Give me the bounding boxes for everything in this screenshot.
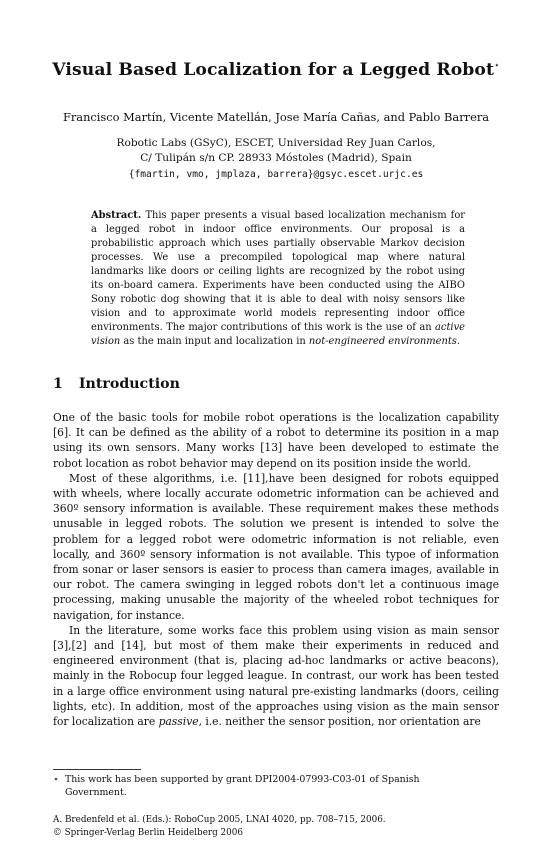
title-text: Visual Based Localization for a Legged Robot xyxy=(52,60,495,80)
footnote-text-1: This work has been supported by grant DPI2004-07993-C03-01 of Spanish xyxy=(65,774,420,785)
affiliation-block xyxy=(0,136,552,182)
paragraph-2: Most of these algorithms, i.e. [11],have been designed for robots equipped with wheels, where locally accurate odometric information can be achieved and 360º sensory information is available. These requirement makes these methods unusable in legged robots. The solution we present is intended to solve the problem for a legged robot were odometric information is not reliable, even locally, and 360º sensory information is not available. This typoe of information from sonar or laser sensors is easier to process than camera images, available in our robot. The camera swinging in legged robots don't let a continuous image processing, making unusable the majority of the wheeled robot techniques for navigation, for instance. xyxy=(53,471,499,622)
affiliation-line-2: C/ Tulipán s/n CP. 28933 Móstoles (Madrid), Spain xyxy=(140,152,412,165)
author-emails: {fmartin, vmo, jmplaza, barrera}@gsyc.escet.urjc.es xyxy=(128,168,424,180)
paragraph-3-text-b: , i.e. neither the sensor position, nor orientation are xyxy=(198,715,481,729)
title-footnote-mark: ⋆ xyxy=(494,61,500,71)
section-title: Introduction xyxy=(78,376,180,392)
section-number: 1 xyxy=(53,376,63,392)
copyright-line: © Springer-Verlag Berlin Heidelberg 2006 xyxy=(53,828,243,838)
paragraph-3-text-a: In the literature, some works face this problem using vision as main sensor [3],[2] and [14], but most of them make their experiments in reduced and engineered environment (that is, placing ad-hoc landmarks or active beacons), mainly in the Robocup four legged league. In contrast, our work has been tested in a large office environment using natural pre-existing landmarks (doors, ceiling lights, etc). In addition, most of the approaches using vision as the main sensor for localization are xyxy=(53,623,499,729)
abstract-text-1: This paper presents a visual based localization mechanism for a legged robot in indoor office environments. Our proposal is a probabilistic approach which uses partially observable Markov decision processes. We use a precompiled topological map where natural landmarks like doors or ceiling lights are recognized by the robot using its on-board camera. Experiments have been conducted using the AIBO Sony robotic dog showing that it is able to deal with noisy sensors like vision and to approximate world models representing indoor office environments. The major contributions of this work is the use of an xyxy=(91,210,465,334)
abstract-emphasis-2: not-engineered environments xyxy=(308,336,457,348)
publication-line-1: A. Bredenfeld et al. (Eds.): RoboCup 2005, LNAI 4020, pp. 708–715, 2006. xyxy=(53,815,386,825)
footnote xyxy=(53,773,499,800)
abstract-text-3: . xyxy=(456,336,460,348)
body-text xyxy=(53,410,499,729)
publication-info xyxy=(53,814,386,840)
abstract xyxy=(91,209,465,349)
affiliation-line-1: Robotic Labs (GSyC), ESCET, Universidad Rey Juan Carlos, xyxy=(116,137,436,149)
paragraph-1: One of the basic tools for mobile robot operations is the localization capability [6]. It can be defined as the ability of a robot to determine its position in a map using its own sensors. Many works [13] have been developed to estimate the robot location as robot behavior may depend on its position inside the world. xyxy=(53,411,499,470)
footnote-mark: ⋆ xyxy=(53,774,59,785)
abstract-text-2: as the main input and localization in xyxy=(123,336,306,348)
footnote-divider xyxy=(53,769,141,770)
paragraph-3 xyxy=(53,623,499,729)
paper-title xyxy=(0,60,552,80)
section-heading xyxy=(53,376,180,392)
author-list: Francisco Martín, Vicente Matellán, Jose María Cañas, and Pablo Barrera xyxy=(62,110,490,124)
paragraph-3-emphasis: passive xyxy=(158,715,199,729)
footnote-line-1 xyxy=(53,773,499,786)
abstract-emphasis-1: active vision xyxy=(91,322,466,348)
abstract-label: Abstract. xyxy=(91,210,142,221)
footnote-line-2: Government. xyxy=(65,787,127,799)
